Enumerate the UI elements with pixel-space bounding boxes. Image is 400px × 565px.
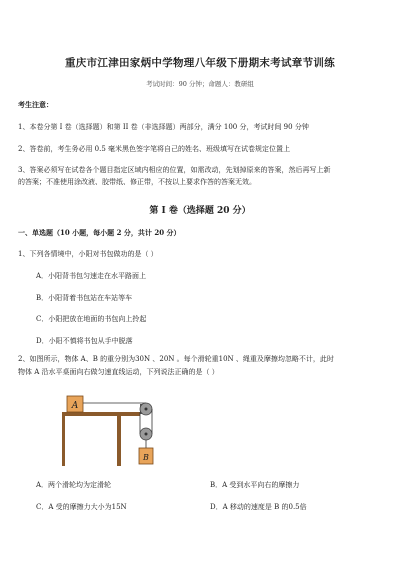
- table-top: [62, 412, 140, 416]
- question-2-option-a: A．两个滑轮均为定滑轮: [36, 481, 112, 489]
- notice-item-3-line-1: 3、答案必须写在试卷各个题目指定区域内相应的位置，如需改动，先划掉原来的答案，然后再写上新: [18, 166, 331, 174]
- question-2-option-c: C．A 受的摩擦力大小为15N: [36, 503, 127, 511]
- question-1-option-d: D．小阳不慎将书包从手中脱落: [36, 337, 133, 345]
- question-1-stem: 1、下列各情境中，小阳对书包做功的是（ ）: [18, 250, 158, 258]
- notice-item-1: 1、本卷分第 I 卷（选择题）和第 II 卷（非选择题）两部分，满分 100 分，考试时间 90 分钟: [18, 123, 309, 131]
- notice-item-3-line-2: 的答案；不准使用涂改液、胶带纸、修正带，不按以上要求作答的答案无效。: [18, 178, 256, 186]
- section-heading: 一、单选题（10 小题，每小题 2 分，共计 20 分）: [18, 228, 181, 237]
- page-title: 重庆市江津田家炳中学物理八年级下册期末考试章节训练: [65, 57, 335, 69]
- section-title: 第 I 卷（选择题 20 分）: [149, 206, 251, 216]
- wall-left: [62, 416, 65, 466]
- question-2-stem-line-1: 2、如图所示，物体 A、B 的重分别为30N 、20N 。每个滑轮重10N 、绳重及摩擦均忽略不计，此时: [18, 355, 334, 363]
- table-leg: [117, 416, 121, 466]
- block-a-label: A: [71, 401, 79, 411]
- fixed-pulley-axle: [145, 408, 148, 411]
- question-2-option-d: D．A 移动的速度是 B 的0.5倍: [210, 503, 307, 511]
- pulley-figure: [62, 390, 168, 470]
- notice-item-2: 2、答卷前，考生务必用 0.5 毫米黑色签字笔将自己的姓名、班级填写在试卷规定位置上: [18, 145, 291, 153]
- exam-subtitle: 考试时间：90 分钟；命题人：教研组: [146, 80, 254, 88]
- notice-heading: 考生注意：: [18, 100, 53, 109]
- block-b-label: B: [143, 453, 149, 462]
- movable-pulley-axle: [145, 433, 148, 436]
- question-2-stem-line-2: 物体 A 沿水平桌面向右做匀速直线运动，下列说法正确的是（ ）: [18, 368, 219, 376]
- question-1-option-b: B．小阳背着书包站在车站等车: [36, 294, 133, 302]
- question-1-option-a: A．小阳背书包匀速走在水平路面上: [36, 272, 147, 280]
- question-1-option-c: C．小阳把放在地面的书包向上拎起: [36, 315, 147, 323]
- question-2-option-b: B．A 受到水平向右的摩擦力: [210, 481, 300, 489]
